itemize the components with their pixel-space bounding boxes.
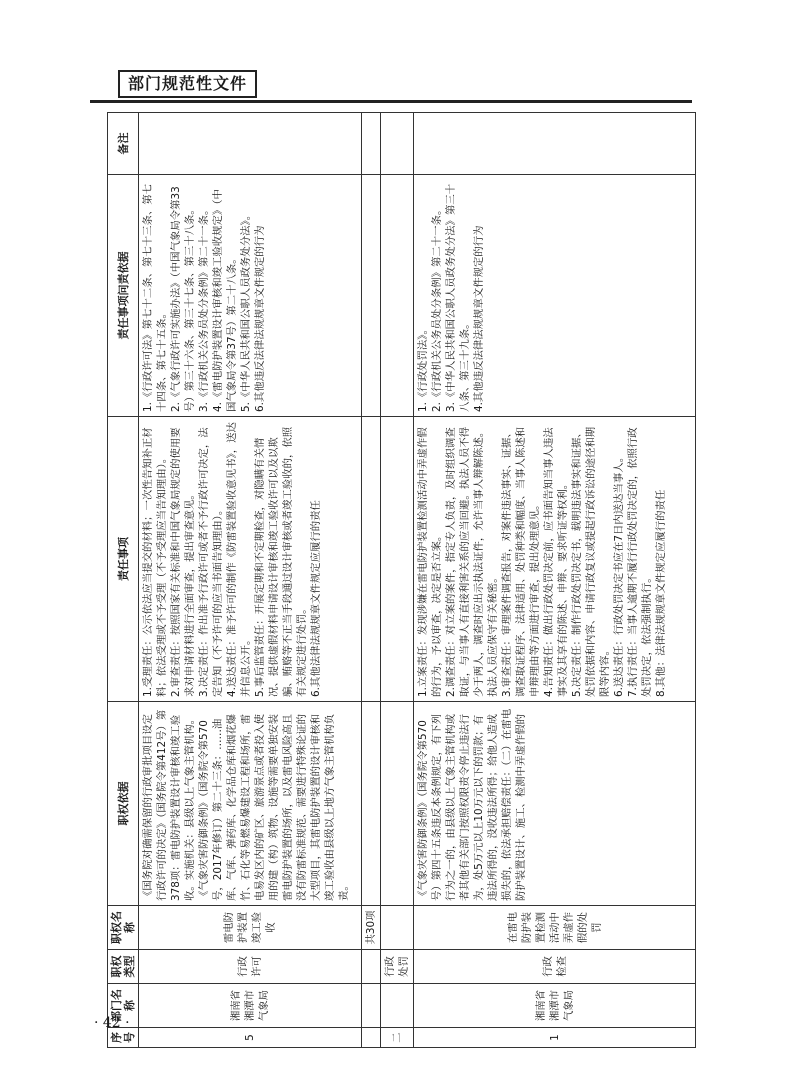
accountability-item: 1.《行政处罚法》。 [417,324,429,412]
section-row [381,113,414,1048]
subtotal-row [362,113,381,1048]
duty-item: 2.审查责任：按照国家有关标准和中国气象局规定的使用要求对申请材料进行全面审查，提出审查意见。 [170,427,196,697]
accountability-cell [414,175,696,417]
duties-cell [139,417,362,702]
name-cell: 在雷电防护装置检测活动中弄虚作假的处罚 [414,906,696,950]
header-rule [90,100,692,103]
col-header-basis: 职权依据 [108,702,139,906]
duty-table [107,112,696,1048]
type-cell: 行政检查 [414,950,696,984]
table-row [414,113,696,1048]
table-header-row [108,113,139,1048]
dept-cell: 湘南省湘潭市气象局 [414,984,696,1028]
page-number: · 42 · [94,1015,130,1031]
duties-cell [414,417,696,702]
col-header-seq: 序号 [108,1028,139,1048]
duty-item: 8.其他：法律法规规章文件规定应履行的责任 [655,489,667,697]
duty-item: 6.其他法律法规规章文件规定应履行的责任 [310,500,322,697]
rotated-table-container [107,112,696,1048]
accountability-item: 3.《行政机关公务员处分条例》第二十一条。 [198,204,210,412]
accountability-item: 4.其他违反法律法规规章文件规定的行为 [473,225,485,412]
col-header-remark: 备注 [108,113,139,175]
section-seq: 二 [381,1028,414,1048]
duty-item: 3.决定责任：作出准予行政许可或者不予行政许可决定，法定告知（不予许可的应当书面告知理由）。 [198,427,224,697]
basis-cell: 《国务院对确需保留的行政审批项目设定行政许可的决定》（国务院令第412号）第378项：雷电防护装置设计审核和竣工验收。实施机关：县级以上气象主管机构。《气象灾害防御条例》（国务院令第570号，2017年修订）第二十三条：……油库、气库、弹药库、化学品仓库和烟花爆竹、石化等易燃易爆建设工程和场所，雷电易发区内的矿区、旅游景点或者投入使用的建（构）筑物、设施等需要单独安装雷电防护装置的场所，以及雷电风险高且没有防雷标准规范、需要进行特殊论证的大型项目，其雷电防护装置的设计审核和竣工验收由县级以上地方气象主管机构负责。 [139,702,362,906]
type-cell: 行政许可 [139,950,362,984]
name-cell: 雷电防护装置竣工验收 [139,906,362,950]
accountability-item: 4.《雷电防护装置设计审核和竣工验收规定》（中国气象局令第37号）第二十八条。 [212,189,238,412]
seq-cell: 5 [139,1028,362,1048]
section-type: 行政处罚 [381,950,414,984]
duty-item: 5.决定责任：制作行政处罚决定书，载明违法事实和证据、处罚依据和内容、申请行政复议或提起行政诉讼的途径和期限等内容。 [571,426,611,697]
duty-item: 3.审查责任：审理案件调查报告，对案件违法事实、证据、调查取证程序、法律适用、处罚种类和幅度、当事人陈述和申辩理由等方面进行审查，提出处理意见。 [501,426,541,697]
accountability-item: 5.《中华人民共和国公职人员政务处分法》。 [240,209,252,412]
accountability-item: 3.《中华人民共和国公职人员政务处分法》第三十八条、第三十九条。 [445,183,471,412]
subtotal-label: 共30项 [362,906,381,950]
dept-cell: 湘南省湘潭市气象局 [139,984,362,1028]
accountability-item: 2.《气象行政许可实施办法》（中国气象局令第33号）第三十六条、第三十七条、第三十八条。 [170,186,196,412]
duty-item: 4.送达责任：准予许可的制作《防雷装置验收意见书》，送达并信息公开。 [226,422,252,697]
table-row [139,113,362,1048]
remark-cell [139,113,362,175]
col-header-name: 职权名称 [108,906,139,950]
accountability-item: 1.《行政许可法》第七十二条、第七十三条、第七十四条、第七十五条。 [142,183,168,412]
remark-cell [414,113,696,175]
col-header-type: 职权类型 [108,950,139,984]
duty-item: 1.立案责任：发现涉嫌在雷电防护装置检测活动中弄虚作假的行为，予以审查，决定是否立案。 [417,427,443,697]
duty-item: 6.送达责任：行政处罚决定书应在7日内送达当事人。 [613,451,625,697]
duty-item: 1.受理责任：公示依法应当提交的材料；一次性告知补正材料；依法受理或不予受理（不予受理应当告知理由）。 [142,427,168,697]
col-header-duties: 责任事项 [108,417,139,702]
duty-item: 2.调查责任：对立案的案件，指定专人负责，及时组织调查取证，与当事人有直接利害关系的应当回避。执法人员不得少于两人，调查时应出示执法证件，允许当事人辩解陈述。执法人员应保守有关秘密。 [445,426,499,697]
basis-cell: 《气象灾害防御条例》（国务院令第570号）第四十五条违反本条例规定，有下列行为之一的，由县级以上气象主管机构或者其他有关部门按照权限责令停止违法行为，处5万元以上10万元以下的罚款；有违法所得的，没收违法所得；给他人造成损失的，依法承担赔偿责任：（二）在雷电防护装置设计、施工、检测中弄虚作假的 [414,702,696,906]
duty-item: 5.事后监管责任：开展定期和不定期检查，对隐瞒有关情况、提供虚假材料申请设计审核和竣工验收许可以及以欺骗、贿赂等不正当手段通过设计审核或者竣工验收的，依照有关规定进行处罚。 [254,426,308,697]
accountability-cell [139,175,362,417]
accountability-item: 2.《行政机关公务员处分条例》第二十一条。 [431,204,443,412]
seq-cell: 1 [414,1028,696,1048]
duty-item: 7.执行责任：当事人逾期不履行行政处罚决定的，依照行政处罚决定，依法强制执行。 [627,427,653,697]
accountability-item: 6.其他违反法律法规规章文件规定的行为 [254,225,266,412]
section-header-title: 部门规范性文件 [118,70,257,98]
duty-item: 4.告知责任：做出行政处罚决定前，应书面告知当事人违法事实及其享有的陈述、申辩、要求听证等权利。 [543,427,569,697]
col-header-accountability: 责任事项问责依据 [108,175,139,417]
col-header-dept: 部门名称 [108,984,139,1028]
